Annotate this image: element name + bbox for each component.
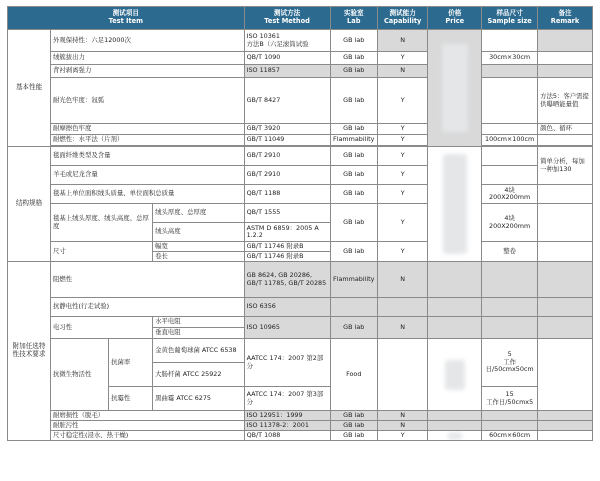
item-cell: 抗微生物活性	[51, 339, 109, 411]
size-cell	[482, 262, 538, 298]
capability-cell: Y	[377, 204, 428, 242]
item-cell: 背衬剥离强力	[51, 65, 245, 78]
remark-cell	[538, 185, 593, 204]
capability-cell: N	[377, 262, 428, 298]
method-cell: AATCC 174：2007 第2部分	[244, 339, 330, 387]
lab-cell: Flammability	[330, 262, 377, 298]
size-cell	[482, 78, 538, 124]
capability-cell: Y	[377, 431, 428, 441]
table-header-row	[8, 7, 593, 30]
method-cell: GB/T 11049	[244, 135, 330, 146]
table-row	[8, 262, 593, 298]
item-cell: 尺寸稳定性(浸水、热干燥)	[51, 431, 245, 441]
remark-cell	[538, 242, 593, 262]
item-cell: 耐光色牢度：氙弧	[51, 78, 245, 124]
size-cell	[482, 147, 538, 166]
method-cell: ISO 10361 方法B（六足滚筒试验	[244, 30, 330, 52]
item-cell: 抗静电性(行走试验)	[51, 298, 245, 317]
remark-cell	[538, 298, 593, 317]
header-price: 价格 Price	[428, 7, 482, 30]
price-cell	[428, 317, 482, 339]
table-row	[8, 135, 593, 146]
item-cell: 绒簇拔出力	[51, 52, 245, 65]
size-cell	[482, 421, 538, 431]
item-cell: 耐燃性：水平法（片剂）	[51, 135, 245, 146]
item-cell: 耐磨损性（脱毛）	[51, 411, 245, 421]
method-cell: ISO 10965	[244, 317, 330, 339]
table-row	[8, 411, 593, 421]
capability-cell	[377, 298, 428, 317]
item-cell: 耐摩擦色牢度	[51, 124, 245, 135]
size-cell: 100cm×100cm	[482, 135, 538, 146]
redacted-blur	[448, 432, 462, 439]
size-cell: 60cm×60cm	[482, 431, 538, 441]
method-cell: ISO 11378-2：2001	[244, 421, 330, 431]
size-cell	[482, 30, 538, 52]
item-cell: 耐脏污性	[51, 421, 245, 431]
table-row	[8, 204, 593, 223]
capability-cell: Y	[377, 242, 428, 262]
table-row	[8, 65, 593, 78]
redacted-blur	[445, 360, 465, 390]
item-cell: 毯面纤维类型及含量	[51, 147, 245, 166]
remark-cell	[538, 65, 593, 78]
size-cell: 4块200X200mm	[482, 185, 538, 204]
organism-cell: 大肠杆菌 ATCC 25922	[153, 363, 244, 387]
lab-cell: GB lab	[330, 52, 377, 65]
remark-cell	[538, 421, 593, 431]
sub-item-cell: 绒头厚度、总厚度	[153, 204, 244, 223]
item-cell: 外观保持性：六足12000次	[51, 30, 245, 52]
price-redacted	[428, 147, 482, 262]
remark-cell	[538, 135, 593, 146]
remark-cell	[538, 339, 593, 411]
sub-item-cell: 抗菌率	[109, 339, 153, 387]
remark-cell: 方法5：客户需提供曝晒能量值	[538, 78, 593, 124]
remark-cell	[538, 431, 593, 441]
price-cell	[428, 262, 482, 298]
sub-item-cell: 抗霉性	[109, 387, 153, 411]
method-cell: AATCC 174：2007 第3部分	[244, 387, 330, 411]
price-cell	[428, 298, 482, 317]
sub-item-cell: 卷长	[153, 252, 244, 262]
size-cell: 整卷	[482, 242, 538, 262]
capability-cell: Y	[377, 185, 428, 204]
price-redacted	[428, 339, 482, 411]
capability-cell: N	[377, 317, 428, 339]
header-capability: 测试能力 Capability	[377, 7, 428, 30]
header-test-item: 测试项目 Test Item	[8, 7, 245, 30]
method-cell: ISO 12951：1999	[244, 411, 330, 421]
table-row	[8, 166, 593, 185]
method-cell: QB/T 1188	[244, 185, 330, 204]
price-redacted	[428, 30, 482, 147]
item-cell: 阻燃性	[51, 262, 245, 298]
item-cell: 电习性	[51, 317, 153, 339]
lab-cell: GB lab	[330, 166, 377, 185]
capability-cell: Y	[377, 166, 428, 185]
lab-cell	[330, 298, 377, 317]
capability-cell	[377, 339, 428, 411]
method-cell: GB/T 3920	[244, 124, 330, 135]
lab-cell: GB lab	[330, 204, 377, 242]
sub-item-cell: 水平电阻	[153, 317, 244, 328]
capability-cell: Y	[377, 52, 428, 65]
table-row	[8, 124, 593, 135]
table-row	[8, 147, 593, 166]
sub-item-cell: 幅宽	[153, 242, 244, 252]
price-cell	[428, 421, 482, 431]
lab-cell: GB lab	[330, 30, 377, 52]
size-cell	[482, 411, 538, 421]
method-cell: ASTM D 6859：2005 A 1.2.2	[244, 223, 330, 242]
price-redacted	[428, 431, 482, 441]
group-basic: 基本性能	[8, 30, 51, 147]
capability-cell: N	[377, 65, 428, 78]
capability-cell: N	[377, 411, 428, 421]
remark-cell	[538, 30, 593, 52]
redacted-blur	[442, 44, 468, 132]
table-row	[8, 317, 593, 328]
table-row	[8, 30, 593, 52]
lab-cell: GB lab	[330, 411, 377, 421]
capability-cell: Y	[377, 124, 428, 135]
size-cell	[482, 124, 538, 135]
sub-item-cell: 垂直电阻	[153, 328, 244, 339]
method-cell: GB/T 2910	[244, 166, 330, 185]
group-structure: 结构规格	[8, 147, 51, 262]
remark-cell: 颜色、循环	[538, 124, 593, 135]
remark-cell: 简单分析，每加一种加130	[538, 147, 593, 185]
method-cell: GB 8624, GB 20286, GB/T 11785, GB/T 20285	[244, 262, 330, 298]
header-remark: 备注 Remark	[538, 7, 593, 30]
lab-cell: GB lab	[330, 124, 377, 135]
lab-cell: GB lab	[330, 65, 377, 78]
lab-cell: Food	[330, 339, 377, 411]
size-cell	[482, 65, 538, 78]
lab-cell: GB lab	[330, 185, 377, 204]
table-row	[8, 78, 593, 124]
method-cell: QB/T 1090	[244, 52, 330, 65]
size-cell: 30cm×30cm	[482, 52, 538, 65]
table-row	[8, 339, 593, 363]
header-test-method: 测试方法 Test Method	[244, 7, 330, 30]
header-sample-size: 样品尺寸 Sample size	[482, 7, 538, 30]
method-cell: GB/T 11746 附录B	[244, 242, 330, 252]
lab-cell: Flammability	[330, 135, 377, 146]
size-cell: 15 工作日/50cmx5	[482, 387, 538, 411]
sub-item-cell: 绒头高度	[153, 223, 244, 242]
capability-cell: Y	[377, 147, 428, 166]
capability-cell: N	[377, 421, 428, 431]
item-cell: 羊毛或尼龙含量	[51, 166, 245, 185]
organism-cell: 黑曲霉 ATCC 6275	[153, 387, 244, 411]
table-row	[8, 298, 593, 317]
method-cell: ISO 6356	[244, 298, 330, 317]
method-cell: GB/T 8427	[244, 78, 330, 124]
method-cell: QB/T 1555	[244, 204, 330, 223]
table-row	[8, 185, 593, 204]
table-row	[8, 242, 593, 252]
table-row	[8, 431, 593, 441]
remark-cell	[538, 317, 593, 339]
method-cell: ISO 11857	[244, 65, 330, 78]
lab-cell: GB lab	[330, 242, 377, 262]
table-row	[8, 421, 593, 431]
size-cell: 5 工作日/50cmx50cm	[482, 339, 538, 387]
size-cell	[482, 166, 538, 185]
method-cell: QB/T 1088	[244, 431, 330, 441]
lab-cell: GB lab	[330, 421, 377, 431]
lab-cell: GB lab	[330, 147, 377, 166]
redacted-blur	[443, 154, 467, 254]
group-optional: 附加任选特性技术要求	[8, 262, 51, 441]
lab-cell: GB lab	[330, 431, 377, 441]
lab-cell: GB lab	[330, 317, 377, 339]
method-cell: GB/T 11746 附录B	[244, 252, 330, 262]
capability-cell: Y	[377, 135, 428, 146]
table-row	[8, 52, 593, 65]
organism-cell: 金黄色葡萄球菌 ATCC 6538	[153, 339, 244, 363]
price-cell	[428, 411, 482, 421]
item-cell: 尺寸	[51, 242, 153, 262]
capability-cell: N	[377, 30, 428, 52]
test-spec-table	[7, 6, 593, 441]
remark-cell	[538, 52, 593, 65]
size-cell	[482, 298, 538, 317]
method-cell: GB/T 2910	[244, 147, 330, 166]
size-cell	[482, 317, 538, 339]
capability-cell: Y	[377, 78, 428, 124]
item-cell: 毯基上单位面积绒头质量、单位面积总质量	[51, 185, 245, 204]
remark-cell	[538, 262, 593, 298]
size-cell: 4块200X200mm	[482, 204, 538, 242]
item-cell: 毯基上绒头厚度、绒头高度、总厚度	[51, 204, 153, 242]
remark-cell	[538, 411, 593, 421]
header-lab: 实验室 Lab	[330, 7, 377, 30]
lab-cell: GB lab	[330, 78, 377, 124]
remark-cell	[538, 204, 593, 242]
